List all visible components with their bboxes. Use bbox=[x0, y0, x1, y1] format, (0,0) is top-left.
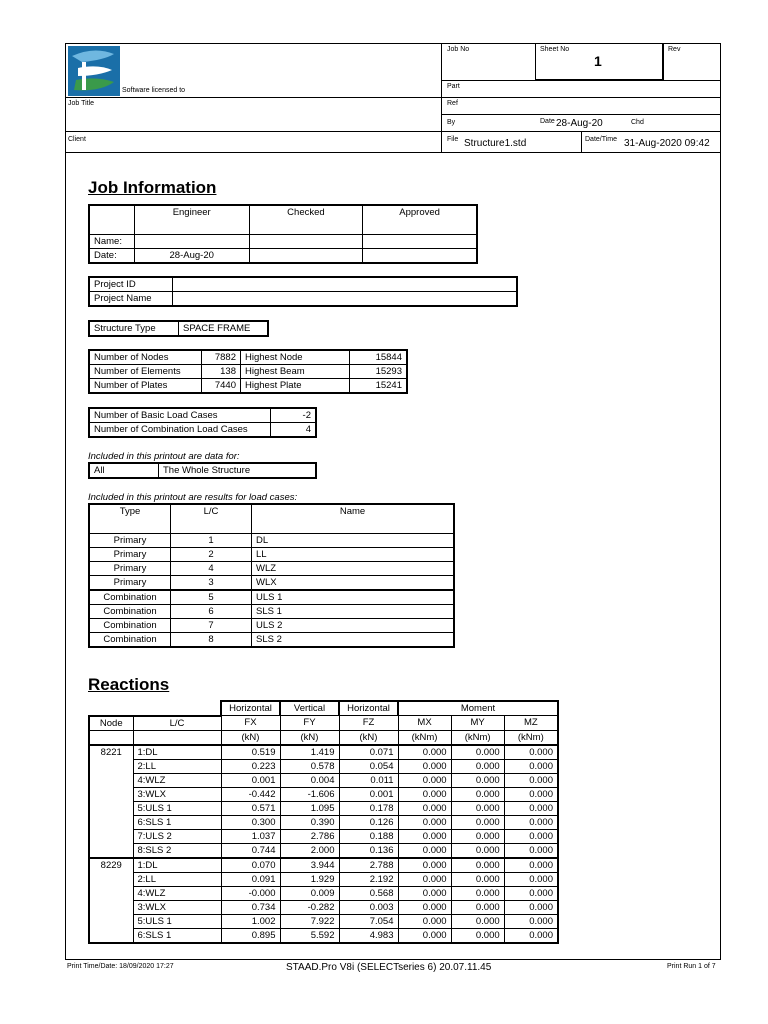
reaction-row bbox=[89, 843, 558, 858]
reaction-load-case: 8:SLS 2 bbox=[133, 843, 221, 858]
reaction-fz: 2.788 bbox=[339, 858, 398, 873]
reaction-mx: 0.000 bbox=[398, 872, 451, 886]
reaction-fz: 0.071 bbox=[339, 745, 398, 760]
fz-header: FZ bbox=[339, 716, 398, 731]
reaction-fy: 5.592 bbox=[280, 928, 339, 943]
reaction-node bbox=[89, 759, 133, 773]
reaction-row bbox=[89, 914, 558, 928]
basic-lc-label: Number of Basic Load Cases bbox=[89, 408, 271, 423]
blank-cell bbox=[89, 730, 133, 745]
reaction-fx: 1.037 bbox=[221, 829, 280, 843]
reaction-node: 8229 bbox=[89, 858, 133, 873]
reaction-row bbox=[89, 900, 558, 914]
header-rule bbox=[65, 152, 721, 153]
reaction-my: 0.000 bbox=[451, 773, 504, 787]
file-value: Structure1.std bbox=[464, 138, 527, 149]
included-scope-desc: The Whole Structure bbox=[159, 463, 317, 478]
highest-node-label: Highest Node bbox=[241, 350, 350, 365]
lc-number: 4 bbox=[171, 562, 252, 576]
sheet-no-label: Sheet No bbox=[540, 46, 570, 53]
reaction-mx: 0.000 bbox=[398, 886, 451, 900]
reaction-row bbox=[89, 872, 558, 886]
reaction-fx: 0.895 bbox=[221, 928, 280, 943]
reaction-node bbox=[89, 829, 133, 843]
lc-name: ULS 2 bbox=[252, 619, 455, 633]
reaction-load-case: 3:WLX bbox=[133, 900, 221, 914]
approved-name bbox=[363, 235, 477, 249]
fy-unit: (kN) bbox=[280, 730, 339, 745]
highest-beam-value: 15293 bbox=[350, 365, 408, 379]
reaction-fx: 0.519 bbox=[221, 745, 280, 760]
reaction-my: 0.000 bbox=[451, 745, 504, 760]
reaction-mx: 0.000 bbox=[398, 745, 451, 760]
mx-unit: (kNm) bbox=[398, 730, 451, 745]
name-header: Name bbox=[252, 504, 455, 534]
lc-number: 5 bbox=[171, 590, 252, 605]
load-case-row bbox=[89, 633, 454, 648]
reaction-mx: 0.000 bbox=[398, 759, 451, 773]
reaction-row bbox=[89, 745, 558, 760]
reaction-fy: -0.282 bbox=[280, 900, 339, 914]
load-case-row bbox=[89, 619, 454, 633]
header-rule bbox=[441, 80, 721, 81]
software-licensed-label: Software licensed to bbox=[122, 87, 186, 94]
engineer-name bbox=[134, 235, 249, 249]
reaction-fz: 0.054 bbox=[339, 759, 398, 773]
reaction-my: 0.000 bbox=[451, 787, 504, 801]
reaction-mx: 0.000 bbox=[398, 858, 451, 873]
reaction-load-case: 2:LL bbox=[133, 759, 221, 773]
horizontal-group-1: Horizontal bbox=[221, 701, 280, 716]
reaction-node bbox=[89, 900, 133, 914]
blank-cell bbox=[133, 701, 221, 716]
node-header: Node bbox=[89, 716, 133, 731]
reaction-my: 0.000 bbox=[451, 829, 504, 843]
lc-header: L/C bbox=[133, 716, 221, 731]
elements-label: Number of Elements bbox=[89, 365, 202, 379]
reaction-fz: 0.568 bbox=[339, 886, 398, 900]
reaction-mx: 0.000 bbox=[398, 843, 451, 858]
lc-type: Combination bbox=[89, 605, 171, 619]
reaction-mz: 0.000 bbox=[504, 787, 558, 801]
client-label: Client bbox=[68, 136, 86, 143]
horizontal-group-2: Horizontal bbox=[339, 701, 398, 716]
reaction-node bbox=[89, 801, 133, 815]
reaction-fz: 0.003 bbox=[339, 900, 398, 914]
counts-table bbox=[88, 349, 408, 394]
reaction-load-case: 7:ULS 2 bbox=[133, 829, 221, 843]
reaction-fy: 7.922 bbox=[280, 914, 339, 928]
datetime-value: 31-Aug-2020 09:42 bbox=[624, 138, 710, 149]
fy-header: FY bbox=[280, 716, 339, 731]
reaction-load-case: 4:WLZ bbox=[133, 886, 221, 900]
structure-type-value: SPACE FRAME bbox=[179, 321, 269, 336]
nodes-label: Number of Nodes bbox=[89, 350, 202, 365]
fz-unit: (kN) bbox=[339, 730, 398, 745]
sheet-no-value: 1 bbox=[594, 53, 602, 69]
lc-number: 6 bbox=[171, 605, 252, 619]
included-results-note: Included in this printout are results for load cases: bbox=[88, 492, 298, 503]
lc-type: Primary bbox=[89, 548, 171, 562]
plates-value: 7440 bbox=[202, 379, 241, 394]
load-case-row bbox=[89, 534, 454, 548]
project-id-label: Project ID bbox=[89, 277, 173, 292]
reaction-my: 0.000 bbox=[451, 928, 504, 943]
file-label: File bbox=[447, 136, 459, 143]
part-label: Part bbox=[447, 83, 460, 90]
load-case-row bbox=[89, 548, 454, 562]
mz-unit: (kNm) bbox=[504, 730, 558, 745]
engineer-header: Engineer bbox=[134, 205, 249, 235]
reaction-mx: 0.000 bbox=[398, 815, 451, 829]
reaction-fy: 1.929 bbox=[280, 872, 339, 886]
reaction-row bbox=[89, 759, 558, 773]
reaction-mz: 0.000 bbox=[504, 900, 558, 914]
checked-header: Checked bbox=[249, 205, 363, 235]
reaction-row bbox=[89, 928, 558, 943]
fx-unit: (kN) bbox=[221, 730, 280, 745]
vertical-group: Vertical bbox=[280, 701, 339, 716]
project-id-value bbox=[173, 277, 518, 292]
reaction-mz: 0.000 bbox=[504, 773, 558, 787]
reaction-load-case: 1:DL bbox=[133, 745, 221, 760]
lc-type: Combination bbox=[89, 619, 171, 633]
by-label: By bbox=[447, 119, 456, 126]
reaction-fy: 0.009 bbox=[280, 886, 339, 900]
reaction-fy: 0.004 bbox=[280, 773, 339, 787]
project-name-value bbox=[173, 292, 518, 307]
reaction-fx: -0.000 bbox=[221, 886, 280, 900]
reaction-mx: 0.000 bbox=[398, 773, 451, 787]
header-rule bbox=[441, 97, 721, 98]
reaction-fy: 2.000 bbox=[280, 843, 339, 858]
reaction-node bbox=[89, 914, 133, 928]
reaction-node bbox=[89, 886, 133, 900]
blank-cell bbox=[133, 730, 221, 745]
blank-cell bbox=[89, 205, 134, 235]
reaction-fz: 4.983 bbox=[339, 928, 398, 943]
header-rule bbox=[441, 43, 442, 152]
reaction-mz: 0.000 bbox=[504, 886, 558, 900]
lc-type: Primary bbox=[89, 534, 171, 548]
reaction-mz: 0.000 bbox=[504, 843, 558, 858]
reaction-load-case: 6:SLS 1 bbox=[133, 928, 221, 943]
reaction-mx: 0.000 bbox=[398, 801, 451, 815]
reaction-load-case: 5:ULS 1 bbox=[133, 914, 221, 928]
reaction-fz: 0.126 bbox=[339, 815, 398, 829]
mz-header: MZ bbox=[504, 716, 558, 731]
reaction-node bbox=[89, 843, 133, 858]
fx-header: FX bbox=[221, 716, 280, 731]
rev-label: Rev bbox=[668, 46, 681, 53]
reaction-mz: 0.000 bbox=[504, 928, 558, 943]
job-title-label: Job Title bbox=[68, 100, 95, 107]
checked-name bbox=[249, 235, 363, 249]
print-run: Print Run 1 of 7 bbox=[667, 963, 716, 970]
lc-name: SLS 1 bbox=[252, 605, 455, 619]
reaction-mz: 0.000 bbox=[504, 815, 558, 829]
name-label: Name: bbox=[89, 235, 134, 249]
reaction-my: 0.000 bbox=[451, 815, 504, 829]
lc-number: 7 bbox=[171, 619, 252, 633]
loadcase-count-table bbox=[88, 407, 317, 438]
reaction-fx: 0.300 bbox=[221, 815, 280, 829]
reaction-rows bbox=[89, 745, 558, 943]
reaction-node bbox=[89, 773, 133, 787]
reaction-mx: 0.000 bbox=[398, 787, 451, 801]
reaction-fy: 1.095 bbox=[280, 801, 339, 815]
comb-lc-value: 4 bbox=[271, 423, 317, 438]
lc-name: SLS 2 bbox=[252, 633, 455, 648]
approved-date bbox=[363, 249, 477, 264]
header-rule bbox=[65, 131, 721, 132]
comb-lc-label: Number of Combination Load Cases bbox=[89, 423, 271, 438]
reaction-my: 0.000 bbox=[451, 914, 504, 928]
job-no-label: Job No bbox=[447, 46, 470, 53]
reaction-mz: 0.000 bbox=[504, 858, 558, 873]
date-value: 28-Aug-20 bbox=[556, 118, 603, 129]
reaction-fx: 1.002 bbox=[221, 914, 280, 928]
reaction-fz: 7.054 bbox=[339, 914, 398, 928]
reaction-fz: 2.192 bbox=[339, 872, 398, 886]
chd-label: Chd bbox=[631, 119, 644, 126]
lc-type: Primary bbox=[89, 562, 171, 576]
lc-name: WLX bbox=[252, 576, 455, 591]
lc-name: LL bbox=[252, 548, 455, 562]
job-info-table bbox=[88, 204, 478, 264]
lc-number: 3 bbox=[171, 576, 252, 591]
reaction-fx: 0.744 bbox=[221, 843, 280, 858]
reaction-load-case: 3:WLX bbox=[133, 787, 221, 801]
reaction-row bbox=[89, 886, 558, 900]
engineer-date: 28-Aug-20 bbox=[134, 249, 249, 264]
reaction-my: 0.000 bbox=[451, 900, 504, 914]
program-version: STAAD.Pro V8i (SELECTseries 6) 20.07.11.45 bbox=[286, 962, 492, 973]
reaction-my: 0.000 bbox=[451, 872, 504, 886]
highest-plate-label: Highest Plate bbox=[241, 379, 350, 394]
date-label: Date bbox=[540, 118, 555, 125]
bentley-logo-icon bbox=[68, 46, 120, 96]
reaction-row bbox=[89, 787, 558, 801]
lc-name: DL bbox=[252, 534, 455, 548]
reaction-fx: 0.001 bbox=[221, 773, 280, 787]
reaction-fx: 0.070 bbox=[221, 858, 280, 873]
date-row-label: Date: bbox=[89, 249, 134, 264]
reaction-row bbox=[89, 858, 558, 873]
lc-type: Combination bbox=[89, 633, 171, 648]
reactions-table bbox=[88, 700, 559, 944]
reaction-node bbox=[89, 815, 133, 829]
reaction-mz: 0.000 bbox=[504, 745, 558, 760]
lc-number: 1 bbox=[171, 534, 252, 548]
reaction-fy: 1.419 bbox=[280, 745, 339, 760]
lc-type: Primary bbox=[89, 576, 171, 591]
reaction-mz: 0.000 bbox=[504, 801, 558, 815]
reaction-fx: 0.571 bbox=[221, 801, 280, 815]
reaction-fz: 0.188 bbox=[339, 829, 398, 843]
structure-type-table bbox=[88, 320, 269, 337]
lc-header: L/C bbox=[171, 504, 252, 534]
my-unit: (kNm) bbox=[451, 730, 504, 745]
reaction-load-case: 4:WLZ bbox=[133, 773, 221, 787]
job-information-title: Job Information bbox=[88, 178, 217, 197]
lc-number: 8 bbox=[171, 633, 252, 648]
highest-plate-value: 15241 bbox=[350, 379, 408, 394]
load-case-row bbox=[89, 562, 454, 576]
header-rule bbox=[581, 131, 582, 152]
plates-label: Number of Plates bbox=[89, 379, 202, 394]
included-scope: All bbox=[89, 463, 159, 478]
reaction-row bbox=[89, 829, 558, 843]
highest-node-value: 15844 bbox=[350, 350, 408, 365]
reaction-mx: 0.000 bbox=[398, 829, 451, 843]
mx-header: MX bbox=[398, 716, 451, 731]
reaction-fy: 3.944 bbox=[280, 858, 339, 873]
lc-type: Combination bbox=[89, 590, 171, 605]
header-rule bbox=[65, 97, 441, 98]
blank-cell bbox=[89, 701, 133, 716]
reaction-fz: 0.178 bbox=[339, 801, 398, 815]
reaction-load-case: 2:LL bbox=[133, 872, 221, 886]
header-rule bbox=[663, 43, 664, 80]
lc-name: ULS 1 bbox=[252, 590, 455, 605]
moment-group: Moment bbox=[398, 701, 558, 716]
reaction-mz: 0.000 bbox=[504, 829, 558, 843]
basic-lc-value: -2 bbox=[271, 408, 317, 423]
print-time: Print Time/Date: 18/09/2020 17:27 bbox=[67, 963, 174, 970]
reaction-mz: 0.000 bbox=[504, 872, 558, 886]
reaction-fz: 0.001 bbox=[339, 787, 398, 801]
reaction-node bbox=[89, 787, 133, 801]
datetime-label: Date/Time bbox=[585, 136, 618, 143]
lc-number: 2 bbox=[171, 548, 252, 562]
elements-value: 138 bbox=[202, 365, 241, 379]
reaction-my: 0.000 bbox=[451, 759, 504, 773]
reaction-mx: 0.000 bbox=[398, 914, 451, 928]
reaction-mz: 0.000 bbox=[504, 914, 558, 928]
nodes-value: 7882 bbox=[202, 350, 241, 365]
my-header: MY bbox=[451, 716, 504, 731]
reaction-fx: 0.734 bbox=[221, 900, 280, 914]
reaction-node bbox=[89, 928, 133, 943]
reaction-fx: -0.442 bbox=[221, 787, 280, 801]
reaction-fx: 0.091 bbox=[221, 872, 280, 886]
highest-beam-label: Highest Beam bbox=[241, 365, 350, 379]
reaction-load-case: 1:DL bbox=[133, 858, 221, 873]
reaction-node: 8221 bbox=[89, 745, 133, 760]
project-table bbox=[88, 276, 518, 307]
reaction-fx: 0.223 bbox=[221, 759, 280, 773]
structure-type-label: Structure Type bbox=[89, 321, 179, 336]
reaction-fy: -1.606 bbox=[280, 787, 339, 801]
type-header: Type bbox=[89, 504, 171, 534]
lc-name: WLZ bbox=[252, 562, 455, 576]
reaction-my: 0.000 bbox=[451, 886, 504, 900]
header-rule bbox=[441, 114, 721, 115]
checked-date bbox=[249, 249, 363, 264]
reactions-title: Reactions bbox=[88, 675, 170, 694]
included-data-note: Included in this printout are data for: bbox=[88, 451, 240, 462]
load-case-row bbox=[89, 590, 454, 605]
reaction-mx: 0.000 bbox=[398, 900, 451, 914]
reaction-my: 0.000 bbox=[451, 843, 504, 858]
reaction-fz: 0.011 bbox=[339, 773, 398, 787]
reaction-mz: 0.000 bbox=[504, 759, 558, 773]
reaction-mx: 0.000 bbox=[398, 928, 451, 943]
reaction-row bbox=[89, 801, 558, 815]
reaction-row bbox=[89, 773, 558, 787]
reaction-my: 0.000 bbox=[451, 858, 504, 873]
reaction-load-case: 6:SLS 1 bbox=[133, 815, 221, 829]
reaction-fy: 0.390 bbox=[280, 815, 339, 829]
approved-header: Approved bbox=[363, 205, 477, 235]
load-case-row bbox=[89, 605, 454, 619]
reaction-node bbox=[89, 872, 133, 886]
reaction-row bbox=[89, 815, 558, 829]
ref-label: Ref bbox=[447, 100, 458, 107]
project-name-label: Project Name bbox=[89, 292, 173, 307]
reaction-load-case: 5:ULS 1 bbox=[133, 801, 221, 815]
load-cases-table bbox=[88, 503, 455, 648]
reaction-fy: 0.578 bbox=[280, 759, 339, 773]
reaction-fy: 2.786 bbox=[280, 829, 339, 843]
included-data-table bbox=[88, 462, 317, 479]
reaction-fz: 0.136 bbox=[339, 843, 398, 858]
reaction-my: 0.000 bbox=[451, 801, 504, 815]
load-case-row bbox=[89, 576, 454, 591]
